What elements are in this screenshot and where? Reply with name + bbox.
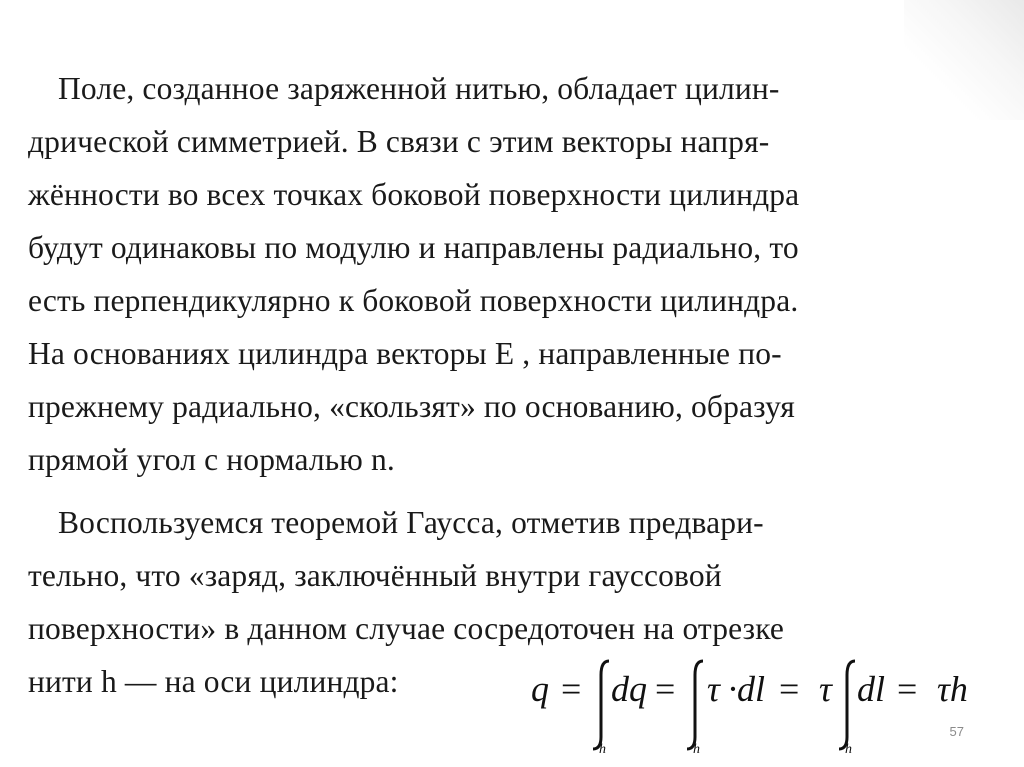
paragraph-2-line-1: Воспользуемся теоремой Гаусса, отметив предвари-: [58, 505, 764, 540]
integral-limit-3: h: [845, 742, 852, 755]
formula-equals-2: =: [655, 669, 676, 709]
paragraph-2-line-3: поверхности» в данном случае сосредоточен на отрезке: [28, 611, 785, 646]
paragraph-1-line-8: прямой угол с нормалью n.: [28, 442, 395, 477]
formula-tau: τ: [707, 669, 720, 709]
paragraph-1-line-4: будут одинаковы по модулю и направлены радиально, то: [28, 230, 799, 265]
page-number: 57: [949, 724, 964, 739]
gauss-formula: [527, 645, 997, 755]
formula-tauh: τh: [937, 669, 968, 709]
formula-tau-2: τ: [819, 669, 832, 709]
paragraph-2-line-4: нити h — на оси цилиндра:: [28, 664, 399, 699]
formula-dot: ·: [727, 669, 739, 709]
formula-dq: dq: [611, 669, 647, 709]
integral-sign-3: [839, 661, 855, 749]
formula-equals-4: =: [897, 669, 918, 709]
paragraph-1-line-6: На основаниях цилиндра векторы Е , направленные по-: [28, 336, 782, 371]
slide-text: [28, 62, 1003, 708]
formula-equals-1: =: [561, 669, 582, 709]
paragraph-1-line-5: есть перпендикулярно к боковой поверхности цилиндра.: [28, 283, 799, 318]
formula-dl-1: dl: [737, 669, 766, 709]
integral-sign-2: [687, 661, 703, 749]
integral-sign-1: [593, 661, 609, 749]
paragraph-1-line-2: дрической симметрией. В связи с этим векторы напря-: [28, 124, 770, 159]
integral-limit-2: h: [693, 742, 700, 755]
paragraph-1-line-1: Поле, созданное заряженной нитью, обладает цилин-: [58, 71, 780, 106]
integral-limit-1: h: [599, 742, 606, 755]
paragraph-2-line-2: тельно, что «заряд, заключённый внутри гауссовой: [28, 558, 722, 593]
paragraph-1-line-3: жённости во всех точках боковой поверхности цилиндра: [28, 177, 800, 212]
formula-equals-3: =: [779, 669, 800, 709]
formula-q: q: [531, 669, 549, 709]
formula-dl-2: dl: [857, 669, 886, 709]
paragraph-1-line-7: прежнему радиально, «скользят» по основанию, образуя: [28, 389, 795, 424]
